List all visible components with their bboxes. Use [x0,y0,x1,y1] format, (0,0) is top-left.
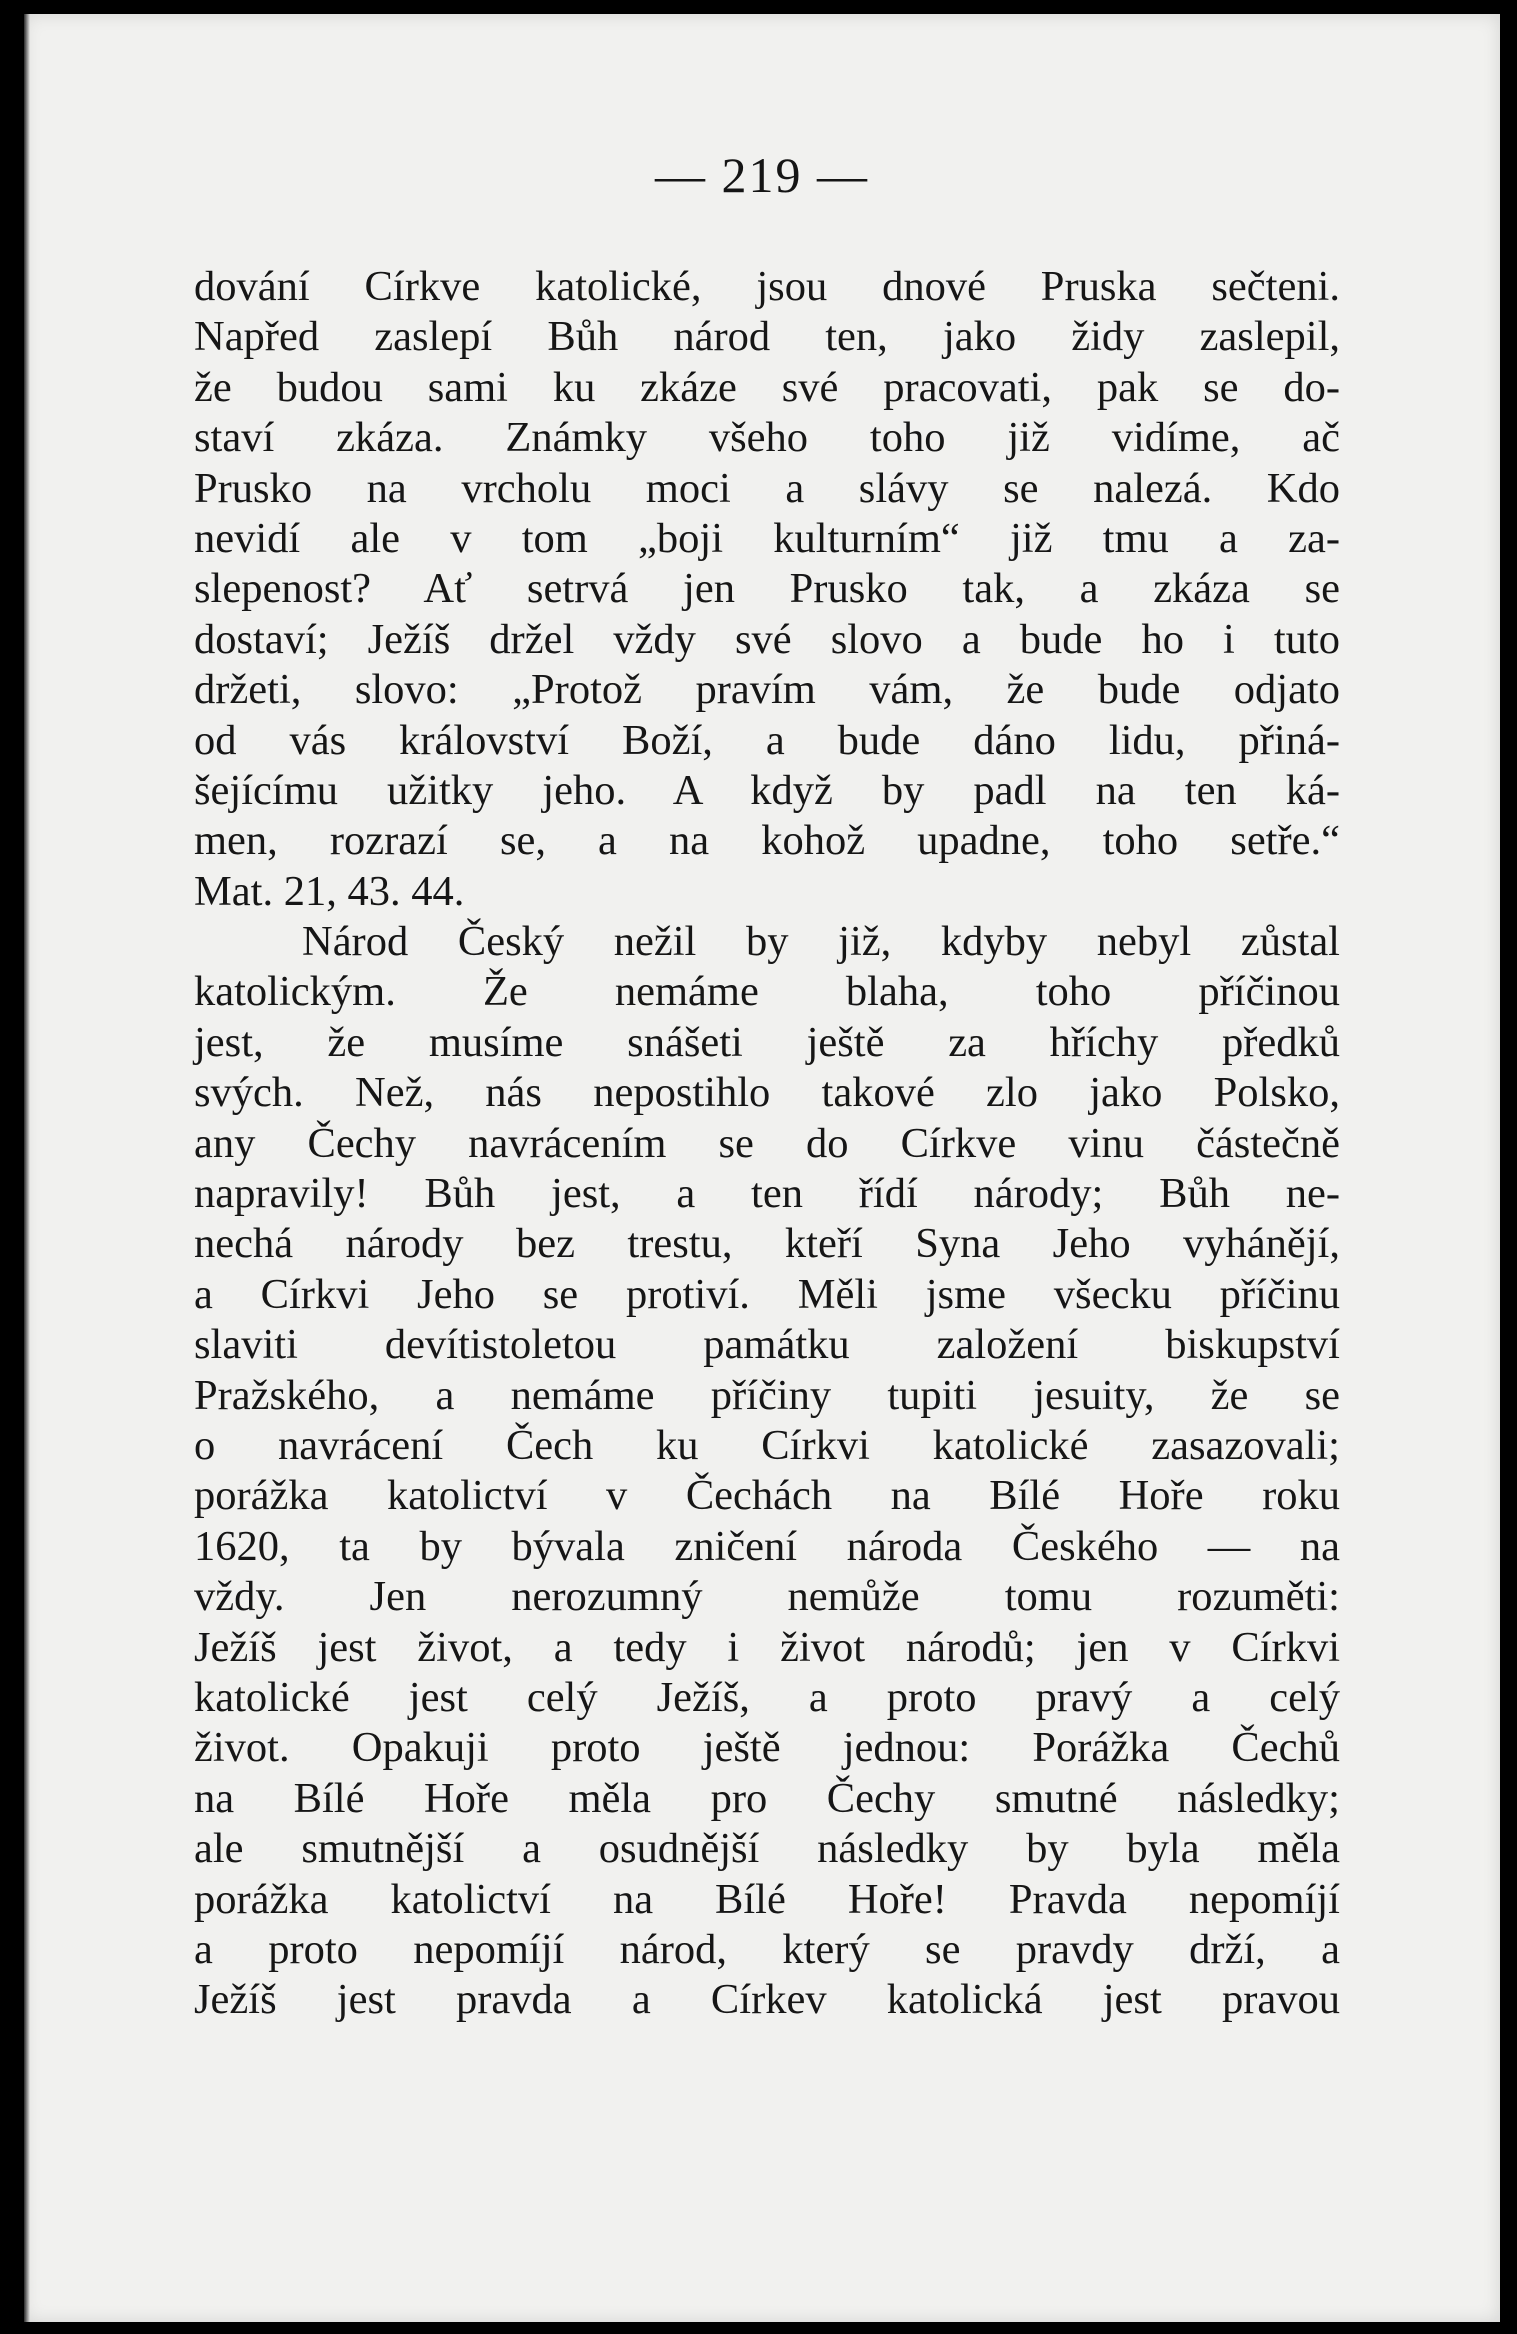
text-line: porážka katolictví na Bílé Hoře! Pravda nepomíjí [194,1875,1340,1923]
text-line: nevidí ale v tom „boji kulturním“ již tmu a za- [194,514,1340,562]
text-line: šejícímu užitky jeho. A když by padl na ten ká- [194,766,1340,814]
scan-edge-shadow [24,14,30,2322]
book-page [24,14,1500,2322]
text-line: Ježíš jest život, a tedy i život národů; jen v Církvi [194,1623,1340,1671]
text-line: staví zkáza. Známky všeho toho již vidíme, ač [194,414,1340,462]
text-line: katolickým. Že nemáme blaha, toho příčinou [194,968,1340,1016]
text-line: život. Opakuji proto ještě jednou: Porážka Čechů [194,1724,1340,1772]
text-line: Pražského, a nemáme příčiny tupiti jesuity, že se [194,1371,1340,1419]
page-body-text [194,262,1340,2026]
text-line: Ježíš jest pravda a Církev katolická jest pravou [194,1976,1340,2024]
paragraph-first-line: Národ Český nežil by již, kdyby nebyl zůstal [302,918,1340,966]
text-line: Mat. 21, 43. 44. [194,867,465,915]
text-line: nechá národy bez trestu, kteří Syna Jeho vyhánějí, [194,1220,1340,1268]
text-line: dostaví; Ježíš držel vždy své slovo a bude ho i tuto [194,615,1340,663]
text-line: od vás království Boží, a bude dáno lidu, přiná- [194,716,1340,764]
text-line: vždy. Jen nerozumný nemůže tomu rozuměti: [194,1573,1340,1621]
text-line: men, rozrazí se, a na kohož upadne, toho setře.“ [194,817,1340,865]
text-line: na Bílé Hoře měla pro Čechy smutné následky; [194,1774,1340,1822]
text-line: držeti, slovo: „Protož pravím vám, že bude odjato [194,666,1340,714]
text-line: a Církvi Jeho se protiví. Měli jsme všecku příčinu [194,1270,1340,1318]
page-number-header: — 219 — [655,147,869,203]
text-line: napravily! Bůh jest, a ten řídí národy; Bůh ne- [194,1170,1340,1218]
text-line: ale smutnější a osudnější následky by byla měla [194,1825,1340,1873]
text-line: že budou sami ku zkáze své pracovati, pak se do- [194,363,1340,411]
text-line: Napřed zaslepí Bůh národ ten, jako židy zaslepil, [194,313,1340,361]
text-line: slaviti devítistoletou památku založení biskupství [194,1321,1340,1369]
text-line: svých. Než, nás nepostihlo takové zlo jako Polsko, [194,1069,1340,1117]
text-line: a proto nepomíjí národ, který se pravdy drží, a [194,1925,1340,1973]
text-line: katolické jest celý Ježíš, a proto pravý a celý [194,1673,1340,1721]
text-line: porážka katolictví v Čechách na Bílé Hoře roku [194,1472,1340,1520]
text-line: slepenost? Ať setrvá jen Prusko tak, a zkáza se [194,565,1340,613]
text-line: dování Církve katolické, jsou dnové Pruska sečteni. [194,263,1340,310]
text-line: jest, že musíme snášeti ještě za hříchy předků [194,1018,1340,1066]
text-line: any Čechy navrácením se do Církve vinu částečně [194,1119,1340,1167]
text-line: Prusko na vrcholu moci a slávy se nalezá. Kdo [194,464,1340,512]
text-line: o navrácení Čech ku Církvi katolické zasazovali; [194,1421,1340,1469]
text-line: 1620, ta by bývala zničení národa Českého — na [194,1522,1340,1570]
